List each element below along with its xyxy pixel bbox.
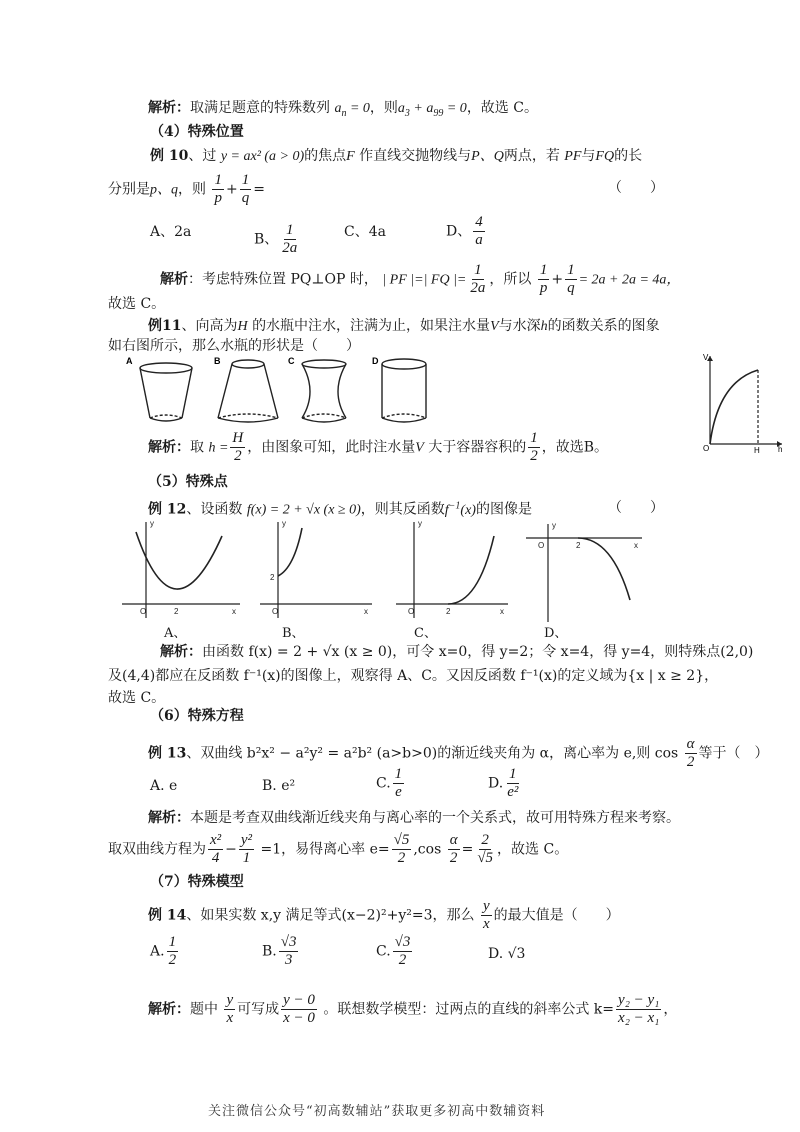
svg-text:O: O (538, 541, 545, 550)
ex10-option-a: A、2a (150, 224, 192, 240)
svg-text:x: x (634, 541, 638, 550)
ex10-option-b: B、 $\frac{1}{2a}$ (254, 222, 298, 256)
example-13-solution-2: 取双曲线方程为 $\frac{\text{x²}}{4}$ − $\frac{\text{y²}}{1}$ =1，易得离心率 e= $\frac{√5}{2}$ ,cos $\frac{\alpha}{2}$ = $\frac{2}{√5}$ ，故选 C。 (108, 832, 569, 866)
graph-caption-a: A、 (164, 626, 187, 641)
ex10-option-c: C、4a (344, 224, 386, 240)
graph-caption-d: D、 (544, 626, 568, 641)
bottle-b-top (232, 360, 264, 368)
example-10-solution-end: 故选 C。 (108, 296, 166, 312)
ex13-option-c: C. $\frac{1}{e}$ (376, 766, 403, 800)
svg-text:2: 2 (174, 607, 179, 616)
example-12-solution-1: 解析：由函数 f(x) = 2 + √x (x ≥ 0)，可令 x=0，得 y=2；令 x=4，得 y=4，则特殊点(2,0) (160, 644, 754, 660)
svg-text:y: y (282, 519, 286, 528)
svg-text:y: y (552, 521, 556, 530)
bottle-shapes-figure (118, 354, 438, 430)
svg-text:O: O (703, 444, 710, 453)
ex14-option-d: D. √3 (488, 946, 526, 962)
solution-line-1: 解析：取满足题意的特殊数列 $a_n = 0$，则$a_3 + a_{99} = 0$，故选 C。 (148, 100, 538, 119)
volume-depth-graph (700, 352, 786, 454)
answer-paren: （ ） (608, 180, 664, 196)
example-12-line-1: 例 12、设函数 f(x) = 2 + √x (x ≥ 0)，则其反函数$f^{-1}(x)$的图像是 (148, 500, 532, 518)
example-12-solution-2: 及(4,4)都应在反函数 f⁻¹(x)的图像上，观察得 A、C。又因反函数 f⁻¹(x)的定义域为{x | x ≥ 2}， (108, 668, 719, 684)
ex10-option-d: D、 $\frac{4}{a}$ (446, 214, 483, 248)
svg-text:2: 2 (446, 607, 451, 616)
ex13-option-d: D. $\frac{1}{\text{e²}}$ (488, 766, 519, 800)
svg-text:y: y (418, 519, 422, 528)
svg-text:O: O (408, 607, 415, 616)
bottle-label-b: B (214, 356, 221, 366)
example-10-solution: 解析：考虑特殊位置 PQ⊥OP 时， | PF |=| FQ |= $\frac{1}{2a}$ ，所以 $\frac{1}{p}$ + $\frac{1}{q}$ = 2a + 2a = 4a， (160, 262, 681, 296)
example-11-line-2: 如右图所示，那么水瓶的形状是（ ） (108, 338, 360, 354)
bottle-label-d: D (372, 356, 379, 366)
svg-text:V: V (703, 353, 709, 362)
graph-d-curve (578, 538, 630, 600)
section-6-heading: （6）特殊方程 (150, 708, 244, 724)
example-10-line-1: 例 10、过 y = ax² (a > 0)的焦点F 作直线交抛物线与P、Q两点，若 PF与FQ的长 (150, 148, 643, 164)
bottle-c-sides (302, 364, 346, 418)
v-h-curve (710, 370, 758, 444)
footer-note: 关注微信公众号“初高数辅站”获取更多初高中数辅资料 (208, 1104, 546, 1119)
bottle-a-sides (140, 368, 192, 418)
bottle-d-sides (382, 364, 426, 418)
example-14-line-1: 例 14、如果实数 x,y 满足等式(x−2)²+y²=3，那么 $\frac{y}{x}$ 的最大值是（ ） (148, 898, 620, 932)
example-14-solution: 解析：题中 $\frac{y}{x}$ 可写成 $\frac{y - 0}{x - 0}$ 。联想数学模型：过两点的直线的斜率公式 k= $\frac{\text{y₂ − y₁}}{\text{x₂ − x₁}}$ ， (148, 992, 678, 1026)
ex14-option-b: B. $\frac{√3}{3}$ (262, 934, 297, 968)
svg-text:x: x (364, 607, 368, 616)
graph-caption-c: C、 (414, 626, 437, 641)
answer-paren-12: （ ） (608, 500, 664, 516)
svg-text:h: h (778, 445, 783, 454)
example-12-solution-3: 故选 C。 (108, 690, 166, 706)
svg-text:O: O (140, 607, 147, 616)
svg-text:2: 2 (270, 573, 275, 582)
svg-text:H: H (754, 446, 760, 454)
svg-text:x: x (500, 607, 504, 616)
ex14-option-a: A. $\frac{1}{2}$ (150, 934, 177, 968)
section-4-heading: （4）特殊位置 (150, 124, 244, 140)
bottle-d-top (382, 359, 426, 369)
inverse-function-graphs (118, 518, 648, 622)
svg-text:y: y (150, 519, 154, 528)
bottle-c-top (302, 360, 346, 368)
svg-text:O: O (272, 607, 279, 616)
graph-c-curve (448, 536, 494, 604)
graph-b-curve (278, 528, 302, 576)
example-13-solution-1: 解析：本题是考查双曲线渐近线夹角与离心率的一个关系式，故可用特殊方程来考察。 (148, 810, 680, 826)
example-11-line-1: 例11、向高为H 的水瓶中注水，注满为止，如果注水量V与水深h的函数关系的图象 (148, 318, 660, 334)
bottle-a-top (140, 363, 192, 373)
section-5-heading: （5）特殊点 (148, 474, 228, 490)
bottle-b-sides (218, 364, 278, 418)
ex13-option-a: A. e (150, 778, 178, 794)
example-13-line-1: 例 13、双曲线 b²x² − a²y² = a²b² (a>b>0)的渐近线夹角为 α，离心率为 e,则 cos $\frac{\alpha}{2}$ 等于（ ） (148, 736, 769, 770)
example-11-solution: 解析：取 h = $\frac{H}{2}$ ，由图象可知，此时注水量V 大于容器容积的 $\frac{1}{2}$ ，故选B。 (148, 430, 609, 464)
svg-text:x: x (232, 607, 236, 616)
example-10-line-2: 分别是p、q，则 $\frac{1}{p}$ + $\frac{1}{q}$ = (108, 172, 265, 206)
ex14-option-c: C. $\frac{√3}{2}$ (376, 934, 411, 968)
graph-caption-b: B、 (282, 626, 305, 641)
bottle-a-base (150, 418, 182, 421)
ex13-option-b: B. e² (262, 778, 296, 794)
svg-text:2: 2 (576, 541, 581, 550)
section-7-heading: （7）特殊模型 (150, 874, 244, 890)
bottle-label-c: C (288, 356, 295, 366)
bottle-label-a: A (126, 356, 133, 366)
graph-a-curve (136, 532, 222, 589)
